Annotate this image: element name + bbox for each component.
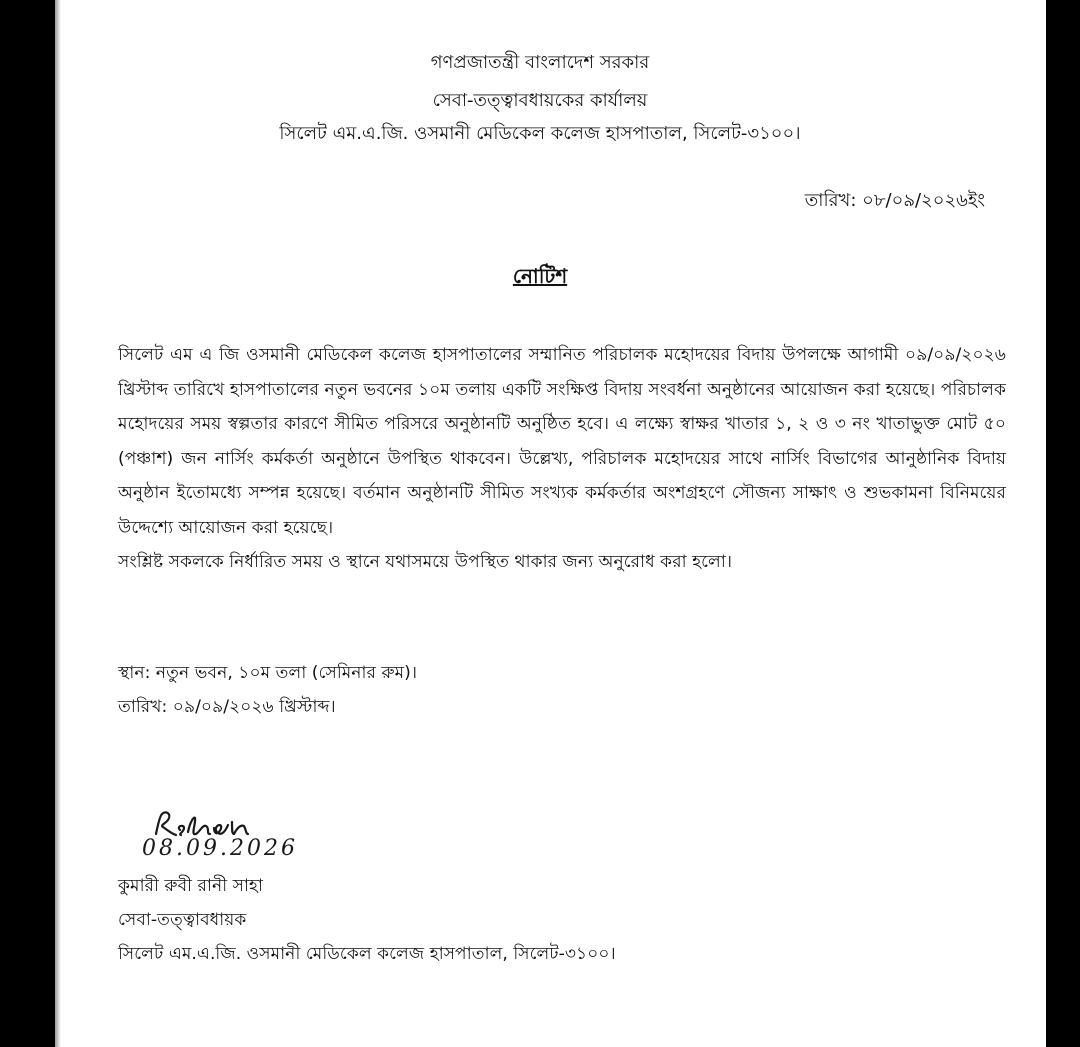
signatory-name: কুমারী রুবী রানী সাহা (118, 876, 263, 896)
signatory-designation: সেবা-তত্ত্বাবধায়ক (118, 910, 247, 930)
handwritten-date: 08.09.2026 (142, 836, 298, 861)
event-date-line: তারিখ: ০৯/০৯/২০২৬ খ্রিস্টাব্দ। (118, 697, 336, 717)
notice-title: নোটিশ (512, 264, 568, 288)
hospital-header: সিলেট এম.এ.জি. ওসমানী মেডিকেল কলেজ হাসপাতাল, সিলেট-৩১০০। (279, 123, 801, 144)
page-edge-shadow (55, 0, 61, 1047)
notice-paragraph-main: সিলেট এম এ জি ওসমানী মেডিকেল কলেজ হাসপাতালের সম্মানিত পরিচালক মহোদয়ের বিদায় উপলক্ষে আগামী ০৯/০৯/২০২৬ খ্রিস্টাব্দ তারিখে হাসপাতালের নতুন ভবনের ১০ম তলায় একটি সংক্ষিপ্ত বিদায় সংবর্ধনা অনুষ্ঠানের আয়োজন করা হয়েছে। পরিচালক মহোদয়ের সময় স্বল্পতার কারণে সীমিত পরিসরে অনুষ্ঠানটি অনুষ্ঠিত হবে। এ লক্ষ্যে স্বাক্ষর খাতার ১, ২ ও ৩ নং খাতাভুক্ত মোট ৫০ (পঞ্চাশ) জন নার্সিং কর্মকর্তা অনুষ্ঠানে উপস্থিত থাকবেন। উল্লেখ্য, পরিচালক মহোদয়ের সাথে নার্সিং বিভাগের আনুষ্ঠানিক বিদায় অনুষ্ঠান ইতোমধ্যে সম্পন্ন হয়েছে। বর্তমান অনুষ্ঠানটি সীমিত সংখ্যক কর্মকর্তার অংশগ্রহণে সৌজন্য সাক্ষাৎ ও শুভকামনা বিনিময়ের উদ্দেশ্যে আয়োজন করা হয়েছে। (118, 345, 1006, 538)
notice-body (118, 338, 1006, 580)
notice-paragraph-request: সংশ্লিষ্ট সকলকে নির্ধারিত সময় ও স্থানে যথাসময়ে উপস্থিত থাকার জন্য অনুরোধ করা হলো। (118, 552, 732, 572)
issue-date: তারিখ: ০৮/০৯/২০২৬ইং (804, 190, 985, 211)
office-header: সেবা-তত্ত্বাবধায়কের কার্যালয় (432, 90, 648, 111)
govt-header: গণপ্রজাতন্ত্রী বাংলাদেশ সরকার (430, 52, 650, 73)
venue-line: স্থান: নতুন ভবন, ১০ম তলা (সেমিনার রুম)। (118, 663, 418, 683)
signatory-office: সিলেট এম.এ.জি. ওসমানী মেডিকেল কলেজ হাসপাতাল, সিলেট-৩১০০। (118, 944, 616, 964)
